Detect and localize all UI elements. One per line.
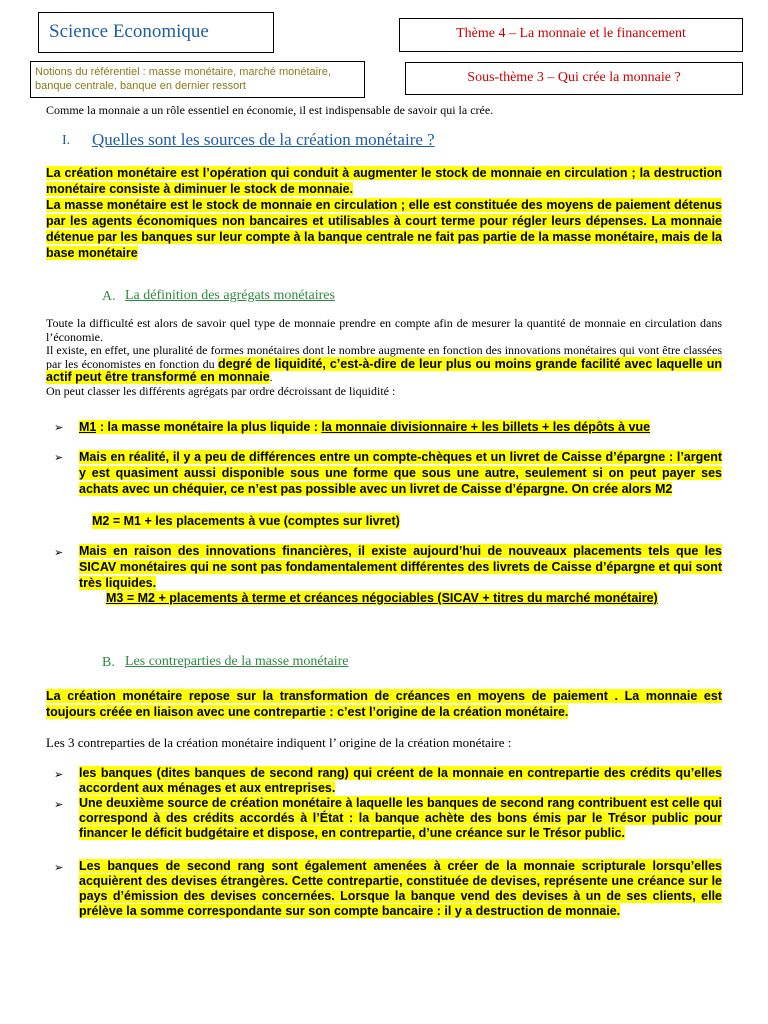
bullet-arrow-icon: ➢ <box>54 798 64 811</box>
subject-box <box>38 12 274 53</box>
m1-item <box>79 419 722 435</box>
counterpart-item-1: les banques (dites banques de second rang) qui créent de la monnaie en contrepartie des crédits qu’elles accordent aux ménages et aux entreprises. <box>79 766 722 795</box>
bullet-arrow-icon: ➢ <box>54 546 64 559</box>
subject-title: Science Economique <box>49 21 209 42</box>
counterpart-item-2: Une deuxième source de création monétaire à laquelle les banques de second rang contribuent est celle qui correspond à des crédits accordés à l’État : la banque achète des bons émis par le Trésor public pour financer le déficit budgétaire et dispose, en contrepartie, d’une créance sur le Trésor public. <box>79 796 722 840</box>
ranking-text: On peut classer les différents agrégats par ordre décroissant de liquidité : <box>46 383 396 398</box>
m3-text: Mais en raison des innovations financières, il existe aujourd’hui de nouveaux placements tels que les SICAV monétaires qui ne sont pas fondamentalement différentes des livrets de Caisse d’épargne et qui sont très liquides. <box>79 544 722 590</box>
section-b-title: Les contreparties de la masse monétaire <box>125 654 349 669</box>
section-1-title: Quelles sont les sources de la création monétaire ? <box>92 130 435 149</box>
m3-item <box>79 543 722 591</box>
m3-definition: M3 = M2 + placements à terme et créances négociables (SICAV + titres du marché monétaire) <box>106 591 658 605</box>
theme-box <box>399 18 743 52</box>
section-b-number: B. <box>102 655 115 670</box>
section-1-number: I. <box>62 133 71 148</box>
difficulty-text: Toute la difficulté est alors de savoir quel type de monnaie prendre en compte afin de mesurer la quantité de monnaie en circulation dans l’économie. <box>46 316 722 344</box>
subtheme-title: Sous-thème 3 – Qui crée la monnaie ? <box>467 70 681 85</box>
intro-text: Comme la monnaie a un rôle essentiel en économie, il est indispensable de savoir qui la crée. <box>46 103 494 117</box>
plurality-text: Il existe, en effet, une pluralité de formes monétaires dont le nombre augmente en fonction des innovations monétaires qui vont être classées par les économistes en fonction du <box>46 343 722 371</box>
m1-label: M1 <box>79 420 97 434</box>
section-1-definitions <box>46 165 722 261</box>
section-b-paragraph <box>46 688 722 720</box>
section-a-title: La définition des agrégats monétaires <box>125 288 335 303</box>
creation-definition: La création monétaire est l’opération qui conduit à augmenter le stock de monnaie en circulation ; la destruction monétaire consiste à diminuer le stock de monnaie. <box>46 166 722 196</box>
m1-text: : la masse monétaire la plus liquide : <box>96 420 322 434</box>
m2-definition: M2 = M1 + les placements à vue (comptes sur livret) <box>92 514 400 528</box>
subtheme-box <box>405 62 743 95</box>
counterparts-intro: Les 3 contreparties de la création monétaire indiquent l’ origine de la création monétaire : <box>46 735 512 750</box>
masse-monetaire-definition: La masse monétaire est le stock de monnaie en circulation ; elle est constituée des moyens de paiement détenus par les agents économiques non bancaires et utilisables à court terme pour régler leurs dépenses. La monnaie détenue par les banques sur leur compte à la banque centrale ne fait pas partie de la masse monétaire, mais de la base monétaire <box>46 198 722 260</box>
m2-item <box>79 449 722 497</box>
liquidity-definition: degré de liquidité, c’est-à-dire de leur plus ou moins grande facilité avec laquelle un actif peut être transformé en monnaie <box>46 356 722 384</box>
bullet-arrow-icon: ➢ <box>54 768 64 781</box>
section-a-number: A. <box>102 289 116 304</box>
notions-text: Notions du référentiel : masse monétaire, marché monétaire, banque centrale, banque en dernier ressort <box>35 66 331 92</box>
section-a-paragraph: Toute la difficulté est alors de savoir quel type de monnaie prendre en compte afin de mesurer la quantité de monnaie en circulation dans l’économie. Il existe, en effet, une pluralité de formes monétaires dont le nombre augmente en fonction des innovations monétaires qui vont être classées par les économistes en fonction du degré de liquidité, c’est-à-dire de leur plus ou moins grande facilité avec laquelle un actif peut être transformé en monnaie. On peut classer les différents agrégats par ordre décroissant de liquidité : <box>46 316 722 398</box>
notions-box <box>30 61 365 98</box>
m2-text: Mais en réalité, il y a peu de différences entre un compte-chèques et un livret de Caisse d’épargne : l’argent y est quasiment aussi disponible sous une forme que sous une autre, seulement si on peut payer ses achats avec un chéquier, ce n’est pas possible avec un livret de Caisse d’épargne. On crée alors M2 <box>79 450 722 496</box>
bullet-arrow-icon: ➢ <box>54 451 64 464</box>
counterpart-definition: La création monétaire repose sur la transformation de créances en moyens de paiement . La monnaie est toujours créée en liaison avec une contrepartie : c’est l’origine de la création monétaire. <box>46 689 722 719</box>
counterpart-item-3: Les banques de second rang sont également amenées à créer de la monnaie scripturale lorsqu’elles acquièrent des devises étrangères. Cette contrepartie, constituée de devises, représente une créance sur le pays d’émission des devises concernées. Lorsque la banque vend des devises à un de ses clients, elle prélève la somme correspondante sur son compte bancaire : il y a destruction de monnaie. <box>79 859 722 918</box>
theme-title: Thème 4 – La monnaie et le financement <box>456 26 686 41</box>
m3-definition-block <box>92 590 722 606</box>
m1-definition: la monnaie divisionnaire + les billets + les dépôts à vue <box>321 420 651 434</box>
bullet-arrow-icon: ➢ <box>54 861 64 874</box>
bullet-arrow-icon: ➢ <box>54 421 64 434</box>
